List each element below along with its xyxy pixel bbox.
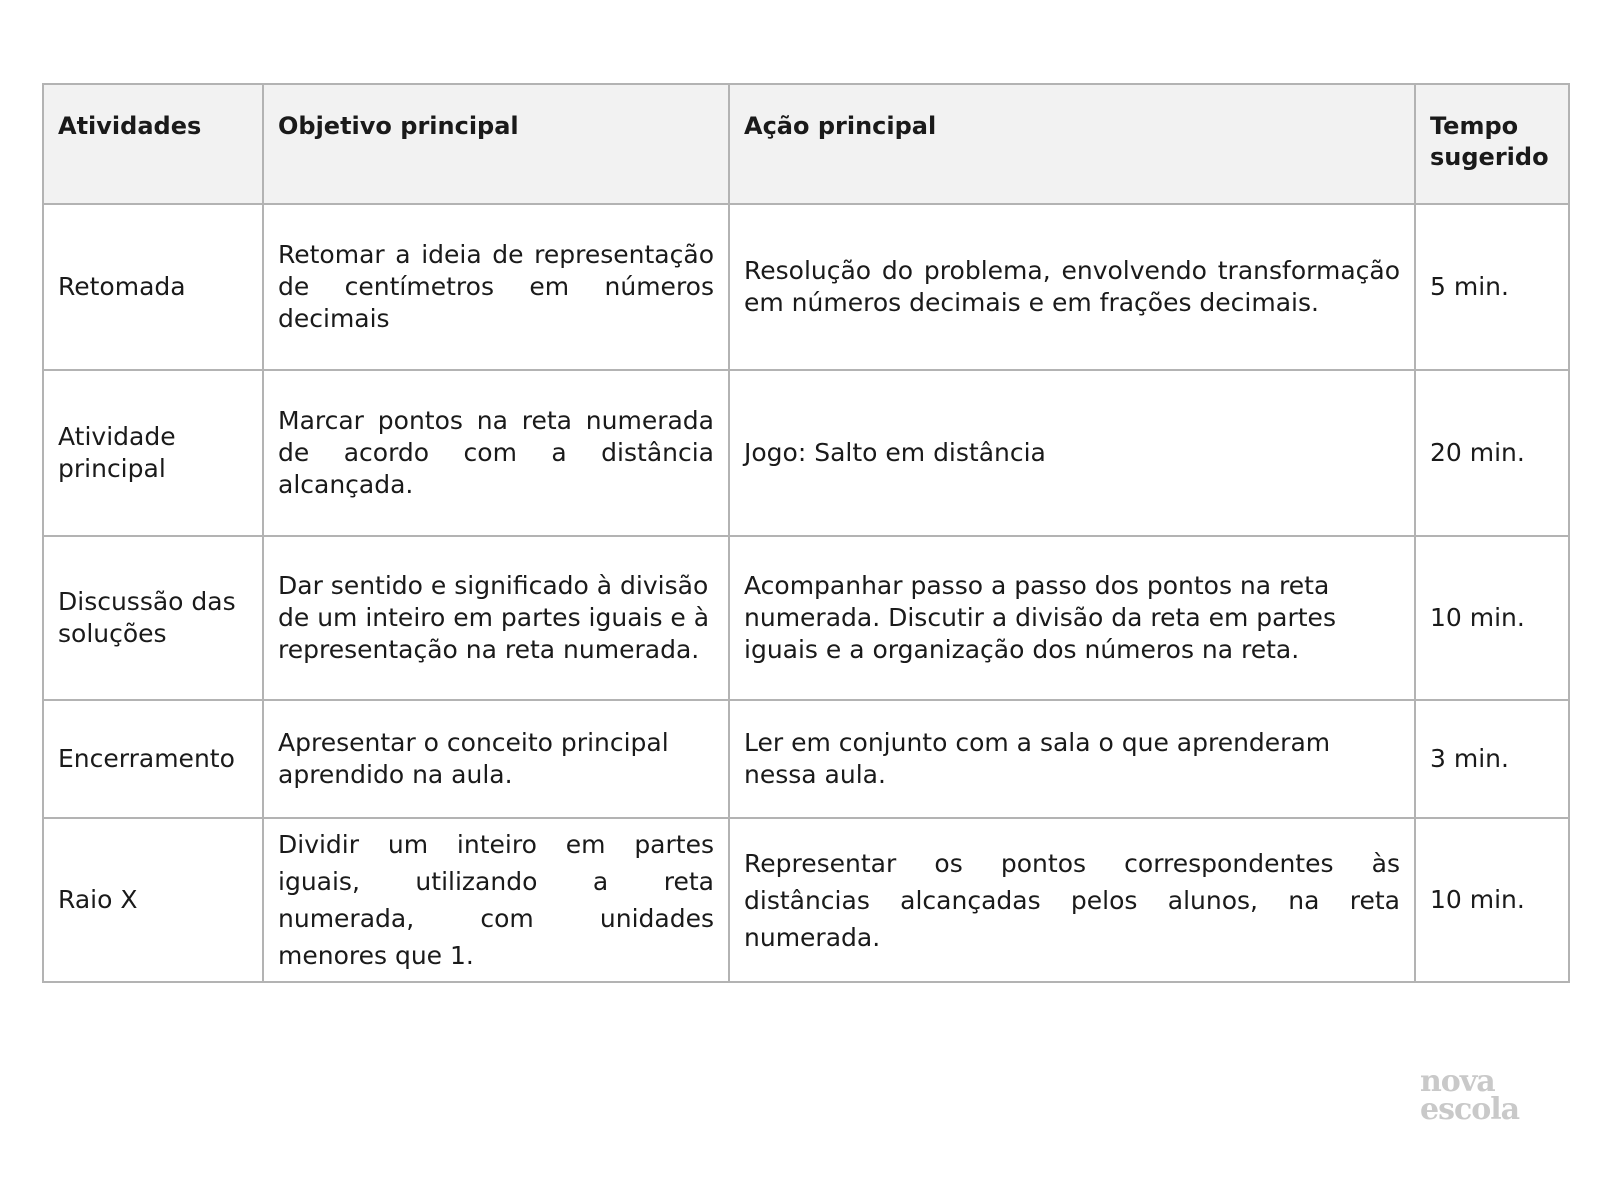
cell-atividade: Retomada (43, 204, 263, 370)
cell-objetivo: Dar sentido e significado à divisão de um inteiro em partes iguais e à representação na reta numerada. (263, 536, 729, 700)
cell-tempo: 10 min. (1415, 536, 1569, 700)
lesson-plan-table (42, 83, 1570, 983)
cell-tempo: 5 min. (1415, 204, 1569, 370)
header-atividades: Atividades (43, 84, 263, 204)
cell-objetivo: Apresentar o conceito principal aprendido na aula. (263, 700, 729, 818)
cell-tempo: 20 min. (1415, 370, 1569, 536)
cell-objetivo: Dividir um inteiro em partes iguais, utilizando a reta numerada, com unidades menores que 1. (263, 818, 729, 982)
table-row (43, 818, 1569, 982)
table-row (43, 370, 1569, 536)
cell-acao: Representar os pontos correspondentes às distâncias alcançadas pelos alunos, na reta numerada. (729, 818, 1415, 982)
cell-acao: Ler em conjunto com a sala o que aprenderam nessa aula. (729, 700, 1415, 818)
cell-acao: Acompanhar passo a passo dos pontos na reta numerada. Discutir a divisão da reta em partes iguais e a organização dos números na reta. (729, 536, 1415, 700)
table-header-row (43, 84, 1569, 204)
cell-acao: Jogo: Salto em distância (729, 370, 1415, 536)
nova-escola-logo (1420, 1064, 1540, 1127)
table-row (43, 204, 1569, 370)
cell-atividade: Discussão das soluções (43, 536, 263, 700)
cell-objetivo: Retomar a ideia de representação de centímetros em números decimais (263, 204, 729, 370)
cell-tempo: 3 min. (1415, 700, 1569, 818)
header-tempo: Tempo sugerido (1415, 84, 1569, 204)
cell-atividade: Encerramento (43, 700, 263, 818)
logo-line-1: nova (1420, 1064, 1495, 1099)
cell-acao: Resolução do problema, envolvendo transformação em números decimais e em frações decimais. (729, 204, 1415, 370)
cell-tempo: 10 min. (1415, 818, 1569, 982)
table-row (43, 700, 1569, 818)
logo-line-2: escola (1420, 1092, 1520, 1127)
cell-atividade: Atividade principal (43, 370, 263, 536)
table-row (43, 536, 1569, 700)
cell-atividade: Raio X (43, 818, 263, 982)
header-acao: Ação principal (729, 84, 1415, 204)
header-objetivo: Objetivo principal (263, 84, 729, 204)
cell-objetivo: Marcar pontos na reta numerada de acordo com a distância alcançada. (263, 370, 729, 536)
